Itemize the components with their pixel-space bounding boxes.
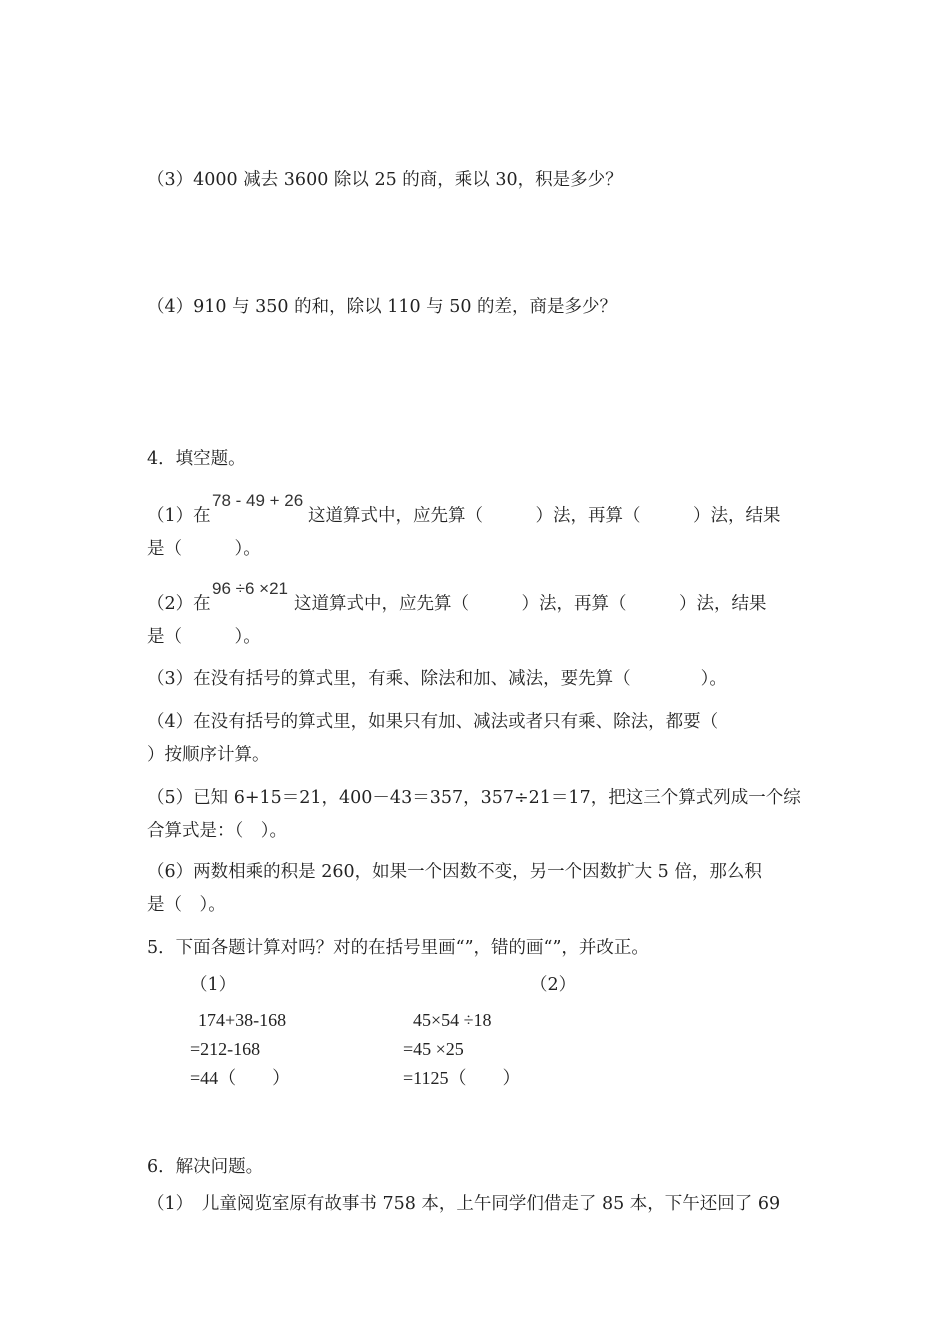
item-line: 合算式是：（ ）。 xyxy=(147,821,287,841)
item-text: 这道算式中，应先算（ ）法，再算（ ）法，结果 xyxy=(294,594,767,614)
question-4-item-3: （3）在没有括号的算式里，有乘、除法和加、减法，要先算（ ）。 xyxy=(147,669,727,689)
calc-label: （2） xyxy=(530,975,577,995)
item-line: 是（ ）。 xyxy=(147,895,226,915)
item-line: （5）已知 6+15＝21，400－43＝357，357÷21＝17，把这三个算式列成一个综 xyxy=(147,788,801,808)
question-3-item-4: （4）910 与 350 的和，除以 110 与 50 的差，商是多少？ xyxy=(147,297,618,317)
calc-step: 45×54 ÷18 xyxy=(413,1010,492,1030)
item-line: ）按顺序计算。 xyxy=(147,745,270,765)
item-text: 这道算式中，应先算（ ）法，再算（ ）法，结果 xyxy=(308,506,781,526)
question-3-item-3: （3）4000 减去 3600 除以 25 的商，乘以 30，积是多少？ xyxy=(147,170,623,190)
calc-step: =212-168 xyxy=(190,1039,261,1059)
calc-step: =44（ ） xyxy=(190,1068,291,1088)
item-prefix: （1）在 xyxy=(147,506,211,526)
item-continuation: 是（ ）。 xyxy=(147,627,261,647)
item-continuation: 是（ ）。 xyxy=(147,539,261,559)
calc-step: 174+38-168 xyxy=(198,1010,287,1030)
item-prefix: （2）在 xyxy=(147,594,211,614)
question-5-title: 5．下面各题计算对吗？对的在括号里画“”，错的画“”，并改正。 xyxy=(147,938,649,958)
calc-step: =45 ×25 xyxy=(403,1039,464,1059)
calc-step: =1125（ ） xyxy=(403,1068,521,1088)
calc-label: （1） xyxy=(190,975,237,995)
question-4-title: 4．填空题。 xyxy=(147,449,246,469)
question-6-item-1: （1） 儿童阅览室原有故事书 758 本，上午同学们借走了 85 本，下午还回了 69 xyxy=(147,1194,781,1214)
math-expression: 78 - 49 + 26 xyxy=(212,491,304,510)
math-expression: 96 ÷6 ×21 xyxy=(212,579,288,598)
item-line: （4）在没有括号的算式里，如果只有加、减法或者只有乘、除法，都要（ xyxy=(147,712,719,732)
question-6-title: 6．解决问题。 xyxy=(147,1157,264,1177)
item-line: （6）两数相乘的积是 260，如果一个因数不变，另一个因数扩大 5 倍，那么积 xyxy=(147,862,762,882)
